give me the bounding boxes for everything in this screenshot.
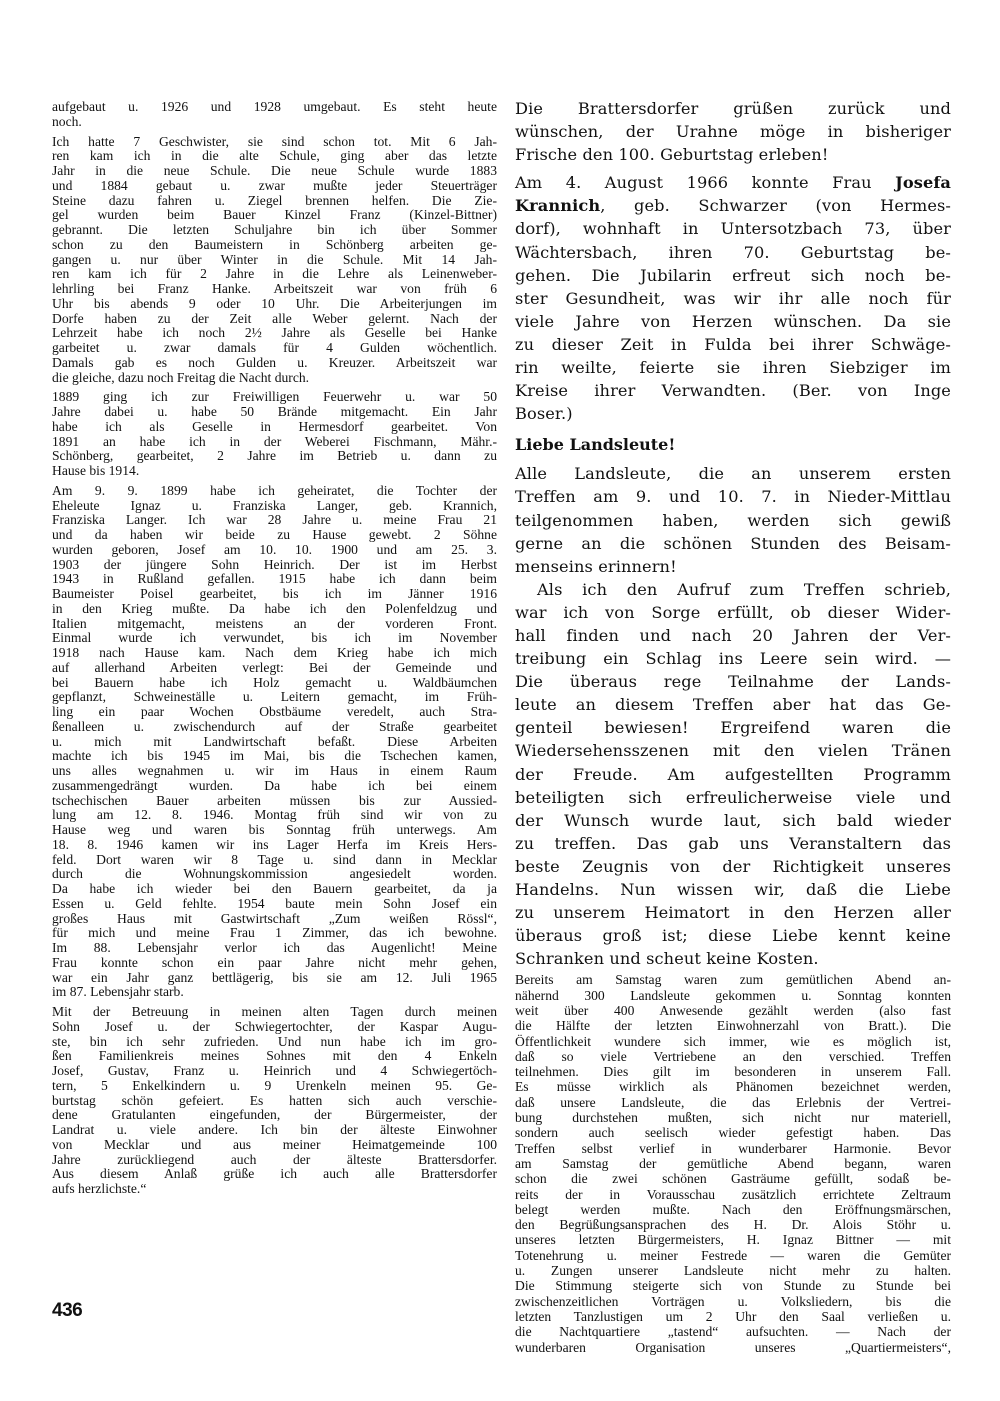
text-line: Im 88. Lebensjahr verlor ich das Augenlicht! Meine bbox=[52, 940, 497, 955]
text-line: den Begrüßungsansprachen des H. Dr. Alois Stöhr u. bbox=[515, 1217, 951, 1233]
text-line: Am 9. 9. 1899 habe ich geheiratet, die Tochter der bbox=[52, 482, 497, 498]
text-line: schon zu den Baumeistern in Schönberg arbeiten ge- bbox=[52, 236, 497, 252]
text-line: treibung ein Schlag ins Leere sein wird. — bbox=[515, 649, 951, 669]
text-line: Steine dazu fahren u. Ziegel brennen helfen. Die Zie- bbox=[52, 192, 497, 208]
text-line: ßen Familienkreis meines Sohnes mit den 4 Enkeln bbox=[52, 1048, 497, 1064]
text-line: feld. Dort waren wir 8 Tage u. sind dann in Mecklar bbox=[52, 851, 497, 867]
text-line: Sohn Josef u. der Schwiegertochter, der Kaspar Augu- bbox=[52, 1018, 497, 1034]
text-line: aufgebaut u. 1926 und 1928 umgebaut. Es steht heute bbox=[52, 99, 497, 114]
text-line: Aus diesem Anlaß grüße ich auch alle Brattersdorfer bbox=[52, 1166, 497, 1182]
text-line: lehrling bei Franz Hanke. Arbeitszeit war von früh 6 bbox=[52, 281, 497, 296]
text-line: gangen u. nur über Winter in die Schule. Mit 14 Jah- bbox=[52, 251, 497, 267]
text-line: Öffentlichkeit wundere sich immer, wie es möglich ist, bbox=[515, 1033, 951, 1049]
text-line: gehen. Die Jubilarin erfreut sich noch be- bbox=[515, 265, 951, 285]
text-line: Treffen selbst verlief in wunderbarer Harmonie. Bevor bbox=[515, 1140, 951, 1156]
text-line: großes Haus mit Gastwirtschaft „Zum weißen Rössl“, bbox=[52, 910, 497, 926]
text-line: überaus groß ist; diese Liebe kennt keine bbox=[515, 926, 951, 946]
text-line: schon die zwei schönen Gasträume gefüllt, sodaß be- bbox=[515, 1171, 951, 1187]
left-column bbox=[52, 100, 497, 1202]
text-line: war ein Jahr ganz bettlägerig, bis sie am 12. Juli 1965 bbox=[52, 969, 497, 985]
text-line: zu unserem Heimatort in den Herzen aller bbox=[515, 903, 951, 923]
text-line: teilnehmen. Dies gilt im besonderen in unserem Fall. bbox=[515, 1064, 951, 1080]
text-line: Dorfe haben zu der Zeit alle Weber gelernt. Nach der bbox=[52, 310, 497, 326]
text-line: gel wurden beim Bauer Kinzel Franz (Kinzel-Bittner) bbox=[52, 207, 497, 223]
text-line: habe ich als Geselle in Hermesdorf gearbeitet. Von bbox=[52, 418, 497, 434]
text-line: unseres letzten Bürgermeisters, H. Ignaz Bittner — mit bbox=[515, 1232, 951, 1248]
text-line: 1918 nach Hause kam. Nach dem Krieg habe ich mich bbox=[52, 645, 497, 660]
text-line: Schranken und scheut keine Kosten. bbox=[515, 949, 819, 969]
text-line: reits der in Vorausschau zusätzlich errichtete Zeltraum bbox=[515, 1186, 951, 1202]
text-line: von Mecklar und aus meiner Heimatgemeinde 100 bbox=[52, 1136, 497, 1152]
text-line: genteil bewiesen! Ergreifend waren die bbox=[515, 718, 951, 738]
text-line: ste, bin ich sehr zufrieden. Und nun habe ich im gro- bbox=[52, 1033, 497, 1049]
text-line: Einmal wurde ich verwundet, bis ich im November bbox=[52, 630, 497, 646]
text-line: Italien mitgemacht, meistens an der vorderen Front. bbox=[52, 615, 497, 631]
text-line: der Freude. Am aufgestellten Programm bbox=[515, 764, 951, 784]
landsleute-intro-paragraph bbox=[515, 462, 951, 577]
text-line: 1891 an habe ich in der Weberei Fischmann, Mähr.- bbox=[52, 433, 497, 449]
text-line: zu treffen. Das gab uns Veranstaltern das bbox=[515, 833, 951, 853]
text-line: bei Bauern habe ich Holz gemacht u. Waldbäumchen bbox=[52, 674, 497, 690]
text-line: die gleiche, dazu noch Freitag die Nacht durch. bbox=[52, 369, 310, 385]
text-line: ßenalleen u. zwischendurch auf der Straße gearbeitet bbox=[52, 718, 497, 734]
paragraph bbox=[52, 484, 497, 1000]
text-line: Jahr in die neue Schule. Die neue Schule wurde 1883 bbox=[52, 163, 497, 178]
text-line: beteiligten sich erfreulicherweise viele und bbox=[515, 787, 951, 807]
text-line: Franziska Langer. Ich war 28 Jahre u. meine Frau 21 bbox=[52, 512, 497, 528]
text-line: Lehrzeit habe ich noch 2½ Jahre als Geselle bei Hanke bbox=[52, 325, 497, 341]
text-line: tschechischen Bauer arbeiten müssen bis zur Aussied- bbox=[52, 792, 497, 808]
text-line: Bereits am Samstag waren zum gemütlichen Abend an- bbox=[515, 972, 951, 988]
text-line: Die Stimmung steigerte sich von Stunde zu Stunde bei bbox=[515, 1278, 951, 1294]
meeting-report-paragraph bbox=[515, 578, 951, 971]
text-line: u. Zungen unserer Landsleute nicht mehr zu halten. bbox=[515, 1263, 951, 1279]
text-line: Die Brattersdorfer grüßen zurück und bbox=[515, 99, 951, 118]
text-line: Boser.) bbox=[515, 404, 573, 424]
text-line: wurden geboren, Josef am 10. 10. 1900 und am 25. 3. bbox=[52, 541, 497, 557]
text-line: in den Krieg mußte. Da habe ich den Polenfeldzug und bbox=[52, 600, 497, 616]
text-line: Handelns. Nun wissen wir, daß die Liebe bbox=[515, 880, 951, 899]
text-line: die Hälfte der letzten Einwohnerzahl von Bratt.). Die bbox=[515, 1018, 951, 1034]
text-line: Totenehrung u. meiner Festrede — waren die Gemüter bbox=[515, 1247, 951, 1263]
paragraph bbox=[52, 100, 497, 130]
text-line: für mich und meine Frau 1 Zimmer, das ich bewohne. bbox=[52, 925, 497, 941]
text-line: Josef, Gustav, Franz u. Heinrich und 4 Schwiegertöch- bbox=[52, 1063, 497, 1078]
text-line: gepflanzt, Schweineställe u. Leitern gemacht, im Früh- bbox=[52, 689, 497, 705]
text-line: dene Gratulanten eingefunden, der Bürgermeister, der bbox=[52, 1107, 497, 1123]
text-line: lung am 12. 8. 1946. Montag früh sind wir von zu bbox=[52, 807, 497, 823]
text-line: Wächtersbach, ihren 70. Geburtstag be- bbox=[515, 242, 951, 262]
text-line: Damals gab es noch Gulden u. Kreuzer. Arbeitszeit war bbox=[52, 354, 497, 370]
text-line: u. mich mit Landwirtschaft befaßt. Diese Arbeiten bbox=[52, 733, 497, 749]
text-line: nähernd 300 Landsleute gekommen u. Sonntag konnten bbox=[515, 987, 951, 1003]
paragraph bbox=[52, 135, 497, 386]
paragraph bbox=[52, 390, 497, 479]
text-line: menseins erinnern! bbox=[515, 556, 677, 576]
text-line: aufs herzlichste.“ bbox=[52, 1181, 147, 1196]
text-line: belegt werden mußte. Nach den Eröffnungsmärschen, bbox=[515, 1201, 951, 1217]
text-line: 1889 ging ich zur Freiwilligen Feuerwehr u. war 50 bbox=[52, 389, 497, 405]
text-line: wünschen, der Urahne möge in bisheriger bbox=[515, 122, 951, 142]
text-line: machte ich bis 1945 im Mai, bis die Tschechen kamen, bbox=[52, 748, 497, 764]
text-line: Uhr bis abends 9 oder 10 Uhr. Die Arbeiterjungen im bbox=[52, 295, 497, 311]
text-line: 18. 8. 1946 kamen wir ins Lager Herfa im Kreis Hers- bbox=[52, 836, 497, 852]
text-line: hall finden und nach 20 Jahren der Ver- bbox=[515, 625, 951, 645]
text-line: und 1884 gebaut u. zwar mußte jeder Steuerträger bbox=[52, 177, 497, 193]
text-line: Es müsse wirklich als Phänomen bezeichnet werden, bbox=[515, 1079, 951, 1095]
paragraph bbox=[52, 1005, 497, 1197]
honoree-first-name: Josefa bbox=[895, 173, 951, 193]
text-line: Ich hatte 7 Geschwister, sie sind schon tot. Mit 6 Jah- bbox=[52, 133, 497, 149]
text-line: auf allerhand Arbeiten verlegt: Bei der Gemeinde und bbox=[52, 659, 497, 675]
text-line: Eheleute Ignaz u. Franziska Langer, geb. Krannich, bbox=[52, 497, 497, 513]
text-line: uns alles wegnahmen u. wir im Haus in einem Raum bbox=[52, 763, 497, 778]
text-line: durch die Wohnungskommission angesiedelt worden. bbox=[52, 866, 497, 882]
text-line: garbeitet u. zwar damals für 4 Gulden wöchentlich. bbox=[52, 340, 497, 355]
text-line: ster Gesundheit, was wir ihr alle noch für bbox=[515, 288, 951, 308]
text-line: noch. bbox=[52, 113, 82, 129]
text-line: Mit der Betreuung in meinen alten Tagen durch meinen bbox=[52, 1004, 497, 1019]
text-line: Essen u. Geld fehlte. 1954 baute mein Sohn Josef ein bbox=[52, 895, 497, 911]
text-line: zwischenzeitlichen Vorträgen u. Volksliedern, bis die bbox=[515, 1293, 951, 1309]
text-line: burtstag schön gefeiert. Es hatten sich auch verschie- bbox=[52, 1092, 497, 1108]
text-line: Hause weg und waren bis Sonntag früh unterwegs. Am bbox=[52, 822, 497, 837]
text-line: am Samstag der gemütliche Abend begann, waren bbox=[515, 1155, 951, 1171]
text-line: Frische den 100. Geburtstag erleben! bbox=[515, 145, 829, 165]
text-line: Kreise ihrer Verwandten. (Ber. von Inge bbox=[515, 381, 951, 401]
page-number: 436 bbox=[52, 1300, 83, 1321]
text-line: daß unsere Landsleute, die das Erlebnis der Vertrei- bbox=[515, 1094, 951, 1110]
text-line: Wiedersehensszenen mit den vielen Tränen bbox=[515, 741, 951, 761]
text-line: Frau konnte schon ein paar Jahre nicht mehr gehen, bbox=[52, 954, 497, 970]
text-line: rin weilte, feierte sie ihren Siebziger im bbox=[515, 358, 951, 378]
text-line: ren kam ich in die alte Schule, ging aber das letzte bbox=[52, 148, 497, 164]
text-line: war ich von Sorge erfüllt, ob dieser Wider- bbox=[515, 602, 951, 622]
honoree-last-name: Krannich bbox=[515, 196, 601, 216]
text-line: Jahre dabei u. habe 50 Brände mitgemacht. Ein Jahr bbox=[52, 404, 497, 419]
section-heading: Liebe Landsleute! bbox=[515, 435, 676, 455]
text-line: gebrannt. Die letzten Schuljahre bin ich über Sommer bbox=[52, 222, 497, 237]
text-line: die Nachtquartiere „tastend“ aufsuchten. — Nach der bbox=[515, 1324, 951, 1340]
text-line: Alle Landsleute, die an unserem ersten bbox=[515, 464, 951, 484]
meeting-details-paragraph bbox=[515, 972, 951, 1354]
text-line: Baumeister Poisel gearbeitet, bis ich im Jänner 1916 bbox=[52, 586, 497, 601]
text-line: Hause bis 1914. bbox=[52, 463, 140, 478]
text-line: Da habe ich wieder bei den Bauern gearbeitet, da ja bbox=[52, 881, 497, 896]
text-line: Jahre zurückliegend auch der älteste Brattersdorfer. bbox=[52, 1151, 497, 1167]
text-line: viele Jahre von Herzen wünschen. Da sie bbox=[515, 311, 951, 331]
text-line: ling ein paar Wochen Obstbäume veredelt, auch Stra- bbox=[52, 704, 497, 719]
text-line: gerne an die schönen Stunden des Beisam- bbox=[515, 533, 951, 553]
text-line: tern, 5 Enkelkindern u. 9 Urenkeln meinen 95. Ge- bbox=[52, 1077, 497, 1093]
text-line: weit über 400 Anwesende gezählt werden (also fast bbox=[515, 1002, 951, 1018]
text-line: letzten Tanzlustigen um 2 Uhr den Saal verließen u. bbox=[515, 1308, 951, 1324]
text-line: leute an diesem Treffen aber hat das Ge- bbox=[515, 695, 951, 715]
text-line: 1943 in Rußland gefallen. 1915 habe ich dann beim bbox=[52, 571, 497, 587]
text-line: 1903 der jüngere Sohn Heinrich. Der ist im Herbst bbox=[52, 556, 497, 572]
greeting-reply-paragraph bbox=[515, 97, 951, 166]
text-line: und da haben wir beide zu Hause gewebt. 2 Söhne bbox=[52, 527, 497, 542]
text-line: dorf), wohnhaft in Untersotzbach 73, über bbox=[515, 219, 951, 239]
text-line: im 87. Lebensjahr starb. bbox=[52, 984, 184, 1000]
text-line: ren kam ich für 2 Jahre in die Lehre als Leinenweber- bbox=[52, 266, 497, 282]
birthday-notice-paragraph: Am 4. August 1966 konnte Frau Josefa Krannich, geb. Schwarzer (von Hermes- dorf), wohnhaft in Untersotzbach 73, über Wächtersbach, ihren 70. Geburtstag be- gehen. Die Jubilarin erfreut sich noch be- ster Gesundheit, was wir ihr alle noch für viele Jahre von Herzen wünschen. Da sie zu dieser Zeit in Fulda bei ihrer Schwäge- rin weilte, feierte sie ihren Siebziger im Kreise ihrer Verwandten. (Ber. von Inge Boser.) bbox=[515, 171, 951, 425]
text-line: Schönberg, gearbeitet, 2 Jahre im Betrieb u. dann zu bbox=[52, 448, 497, 464]
text-line: der Wunsch wurde laut, sich bald wieder bbox=[515, 810, 951, 830]
text-line: daß so viele Vertriebene an den verschied. Treffen bbox=[515, 1048, 951, 1064]
text-line: Als ich den Aufruf zum Treffen schrieb, bbox=[537, 579, 951, 599]
text-line: bung durchstehen mußten, sich nicht nur materiell, bbox=[515, 1110, 951, 1126]
text-line: wunderbaren Organisation unseres „Quartiermeisters“, bbox=[515, 1339, 951, 1355]
text-line: zusammengedrängt wurden. Da habe ich bei einem bbox=[52, 777, 497, 793]
text-line: beste Zeugnis von der Richtigkeit unseres bbox=[515, 856, 951, 876]
text-line: zu dieser Zeit in Fulda bei ihrer Schwäge- bbox=[515, 334, 951, 354]
text-line: Treffen am 9. und 10. 7. in Nieder-Mittlau bbox=[515, 487, 951, 507]
text-line: teilgenommen haben, werden sich gewiß bbox=[515, 510, 951, 530]
text-line: Die überaus rege Teilnahme der Lands- bbox=[515, 672, 951, 692]
right-column bbox=[515, 97, 951, 1355]
text-line: sondern auch seelisch wieder gefestigt haben. Das bbox=[515, 1125, 951, 1141]
text-line: Landrat u. viele andere. Ich bin der älteste Einwohner bbox=[52, 1122, 497, 1137]
